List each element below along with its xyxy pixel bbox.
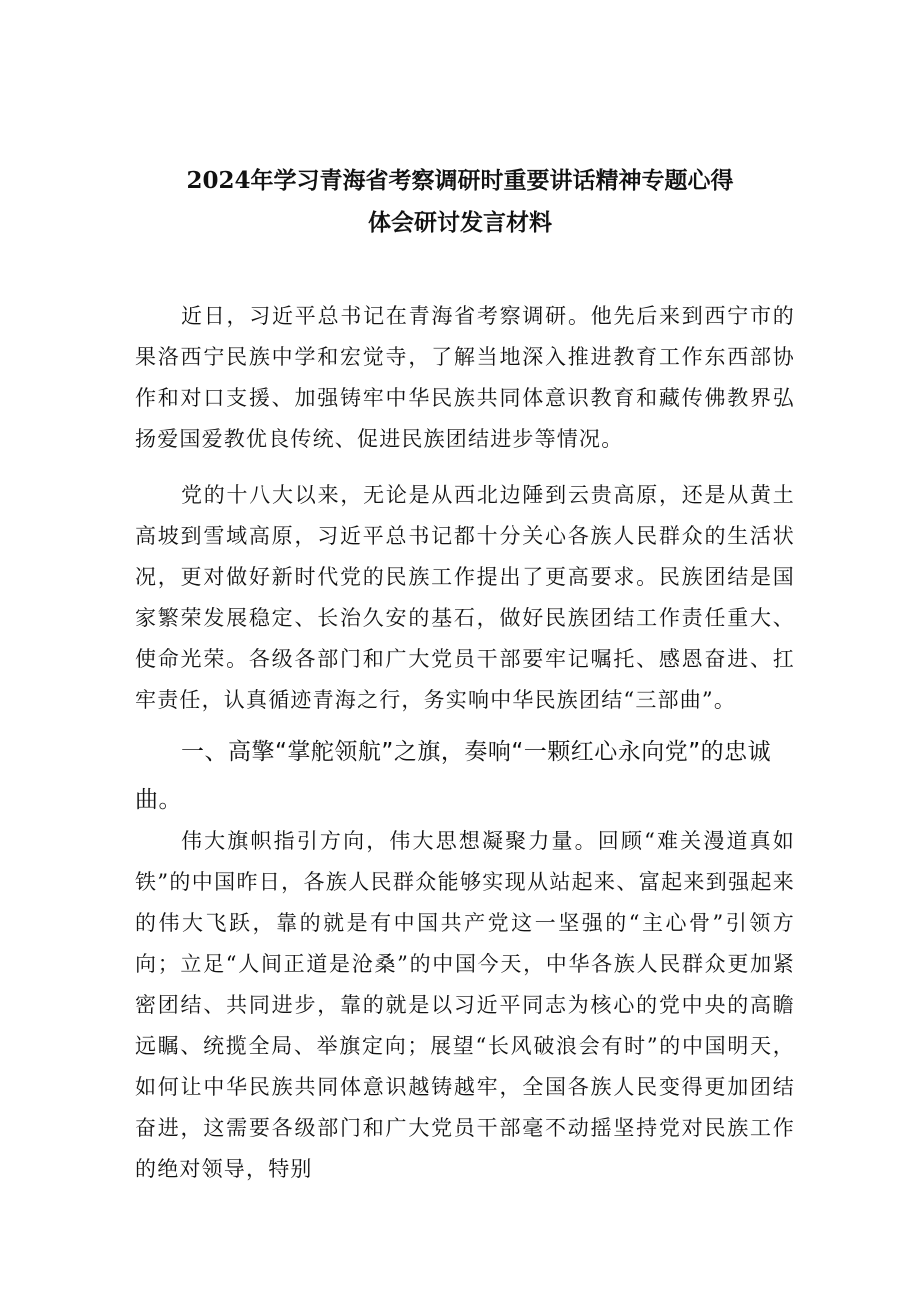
paragraph-context: 党的十八大以来，无论是从西北边陲到云贵高原，还是从黄土高坡到雪域高原，习近平总书记都十分关心各族人民群众的生活状况，更对做好新时代党的民族工作提出了更高要求。民族团结是国家繁荣发展稳定、长治久安的基石，做好民族团结工作责任重大、使命光荣。各级各部门和广大党员干部要牢记嘱托、感恩奋进、扛牢责任，认真循迹青海之行，务实响中华民族团结“三部曲”。: [135, 483, 795, 712]
paragraph-section-1: 伟大旗帜指引方向，伟大思想凝聚力量。回顾“难关漫道真如铁”的中国昨日，各族人民群众能够实现从站起来、富起来到强起来的伟大飞跃，靠的就是有中国共产党这一坚强的“主心骨”引领方向；立足“人间正道是沧桑”的中国今天，中华各族人民群众更加紧密团结、共同进步，靠的就是以习近平同志为核心的党中央的高瞻远瞩、统揽全局、举旗定向；展望“长风破浪会有时”的中国明天，如何让中华民族共同体意识越铸越牢，全国各族人民变得更加团结奋进，这需要各级部门和广大党员干部毫不动摇坚持党对民族工作的绝对领导，特别: [135, 829, 795, 1181]
document-title-line-1: 2024年学习青海省考察调研时重要讲话精神专题心得: [186, 167, 734, 194]
section-heading-1: 一、高擎“掌舵领航”之旗，奏响“一颗红心永向党”的忠诚曲。: [135, 739, 772, 813]
document-title-line-2: 体会研讨发言材料: [368, 209, 552, 236]
paragraph-intro: 近日，习近平总书记在青海省考察调研。他先后来到西宁市的果洛西宁民族中学和宏觉寺，了解当地深入推进教育工作东西部协作和对口支援、加强铸牢中华民族共同体意识教育和藏传佛教界弘扬爱国爱教优良传统、促进民族团结进步等情况。: [135, 304, 795, 451]
